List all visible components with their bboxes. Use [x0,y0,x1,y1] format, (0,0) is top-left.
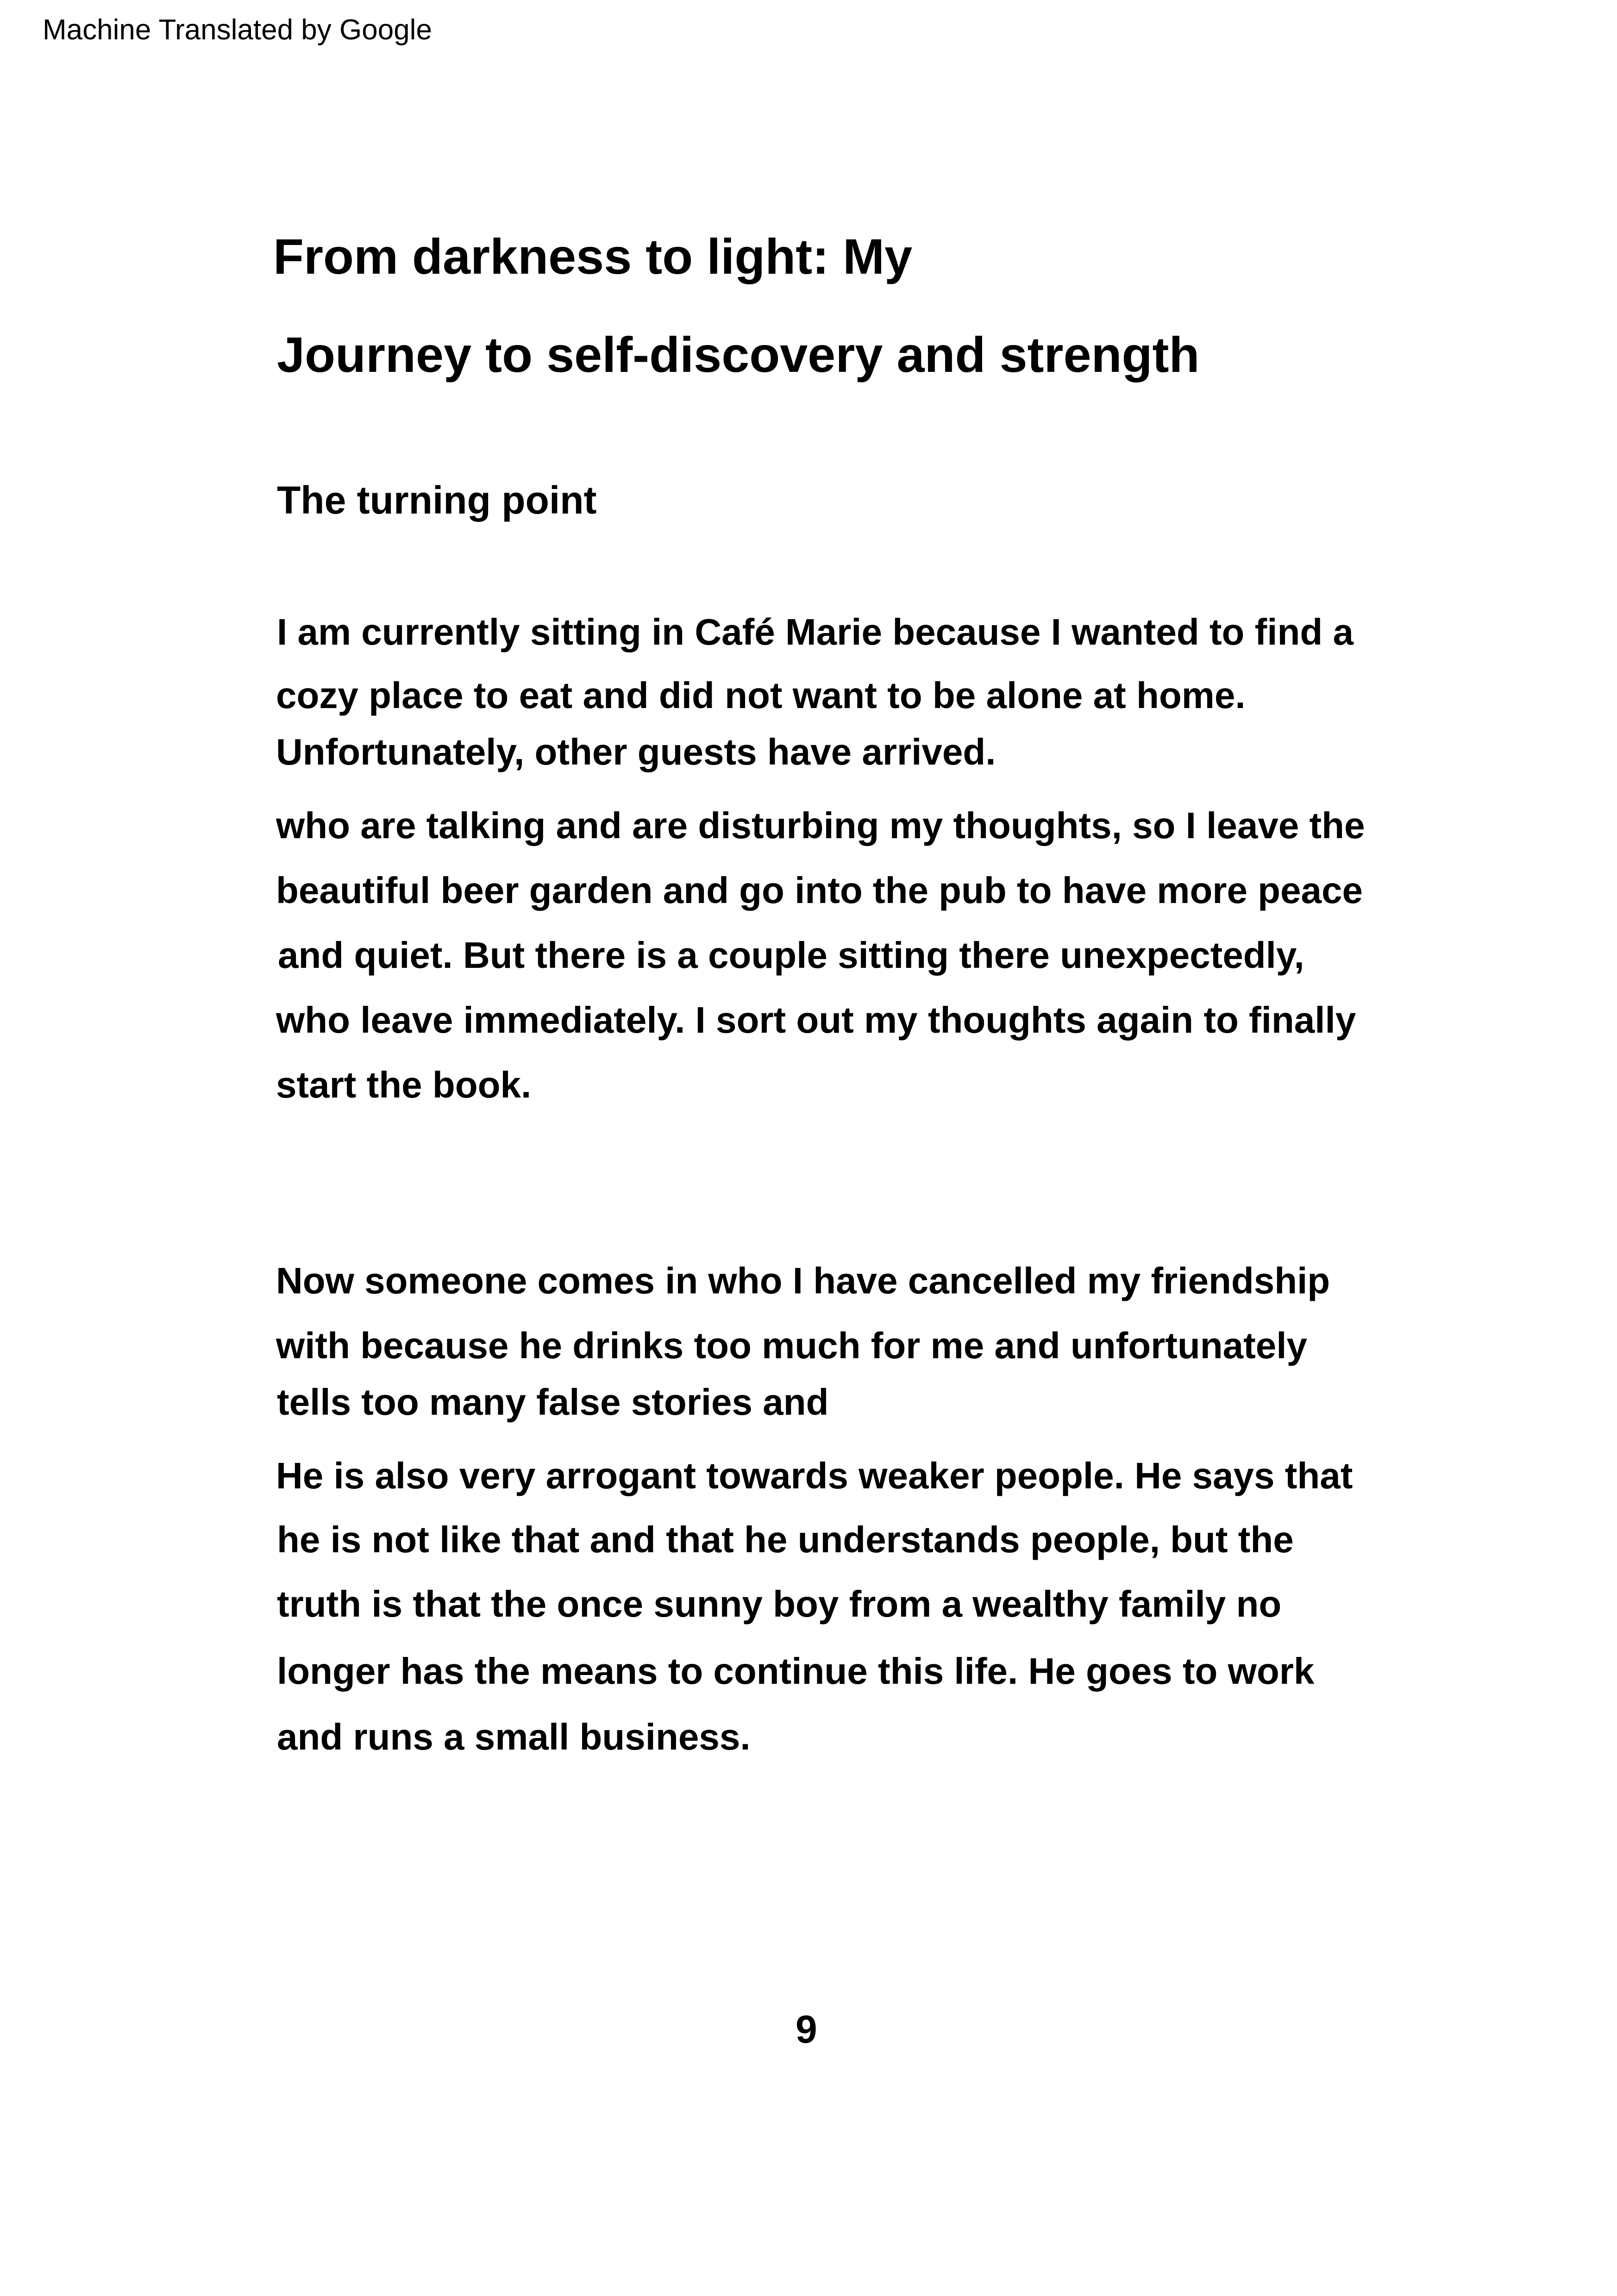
paragraph-line: start the book. [276,1064,532,1105]
section-heading: The turning point [277,478,597,522]
paragraph-line: Now someone comes in who I have cancelled my friendship [276,1260,1330,1301]
paragraph-line: and runs a small business. [277,1716,751,1757]
paragraph-line: longer has the means to continue this life. He goes to work [277,1650,1315,1692]
paragraph-line: cozy place to eat and did not want to be alone at home. [276,675,1246,716]
paragraph-line: who are talking and are disturbing my thoughts, so I leave the [276,805,1365,846]
page-number: 9 [796,2007,817,2051]
paragraph-line: I am currently sitting in Café Marie because I wanted to find a [277,611,1354,652]
paragraph-line: who leave immediately. I sort out my thoughts again to finally [276,999,1356,1041]
paragraph-line: Unfortunately, other guests have arrived. [276,731,996,772]
title-line: Journey to self-discovery and strength [277,326,1200,383]
paragraph-line: and quiet. But there is a couple sitting there unexpectedly, [278,935,1304,976]
paragraph-line: beautiful beer garden and go into the pub to have more peace [276,870,1363,911]
machine-translation-note: Machine Translated by Google [43,14,432,46]
paragraph-line: truth is that the once sunny boy from a wealthy family no [277,1583,1282,1625]
paragraph-line: with because he drinks too much for me and unfortunately [276,1325,1307,1366]
paragraph-line: tells too many false stories and [277,1381,829,1423]
paragraph-line: he is not like that and that he understands people, but the [277,1519,1294,1560]
title-line: From darkness to light: My [273,228,913,284]
paragraph-line: He is also very arrogant towards weaker people. He says that [276,1455,1353,1496]
